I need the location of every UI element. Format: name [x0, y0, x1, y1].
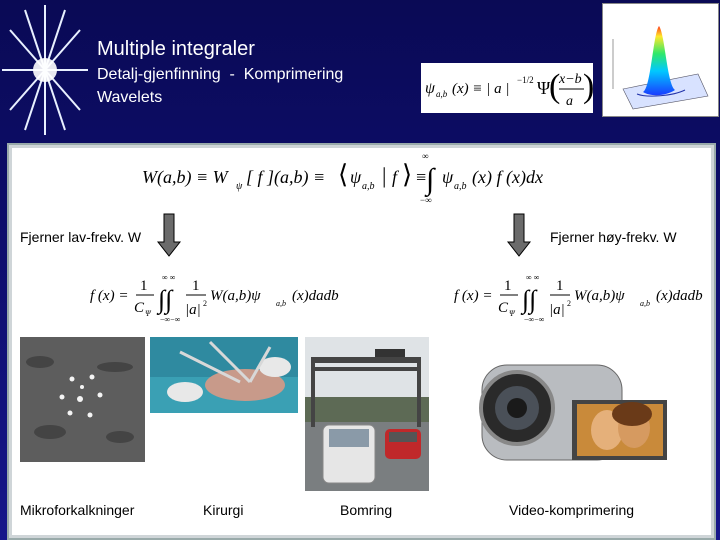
svg-text:⟩: ⟩	[402, 160, 413, 189]
svg-text:1: 1	[504, 278, 512, 294]
wavelet-3d-plot	[602, 3, 719, 117]
wavelet-transform-formula	[138, 149, 548, 205]
svg-text:a: a	[566, 94, 573, 109]
caption-video-compression: Video-komprimering	[509, 502, 635, 518]
wavelet-definition-formula	[421, 63, 593, 113]
page-subtitle-2: Wavelets	[97, 89, 163, 106]
svg-text:⟨: ⟨	[338, 160, 349, 189]
svg-text:[ f ](a,b) ≡: [ f ](a,b) ≡	[246, 167, 326, 187]
svg-text:≡: ≡	[416, 167, 427, 187]
svg-text:|: |	[382, 163, 387, 188]
svg-text:ψ: ψ	[425, 80, 435, 97]
label-remove-high-freq: Fjerner høy-frekv. W	[550, 229, 677, 245]
svg-text:∞ ∞: ∞ ∞	[526, 273, 540, 282]
svg-text:−∞−∞: −∞−∞	[160, 315, 181, 324]
svg-text:1: 1	[192, 278, 200, 294]
svg-text:): )	[583, 68, 595, 105]
inverse-transform-formula-left	[88, 270, 338, 326]
svg-text:f (x) =: f (x) =	[454, 288, 493, 304]
svg-text:ψ: ψ	[236, 181, 243, 192]
svg-text:−∞: −∞	[420, 195, 432, 205]
svg-text:(x)dadb: (x)dadb	[656, 288, 703, 304]
svg-text:(: (	[549, 68, 561, 105]
svg-text:(x) ≡ | a |: (x) ≡ | a |	[452, 81, 510, 97]
svg-text:∫: ∫	[426, 163, 435, 196]
svg-text:C: C	[134, 300, 145, 316]
caption-microcalcifications: Mikroforkalkninger	[20, 502, 135, 518]
svg-text:1: 1	[140, 278, 148, 294]
caption-toll-ring: Bomring	[340, 502, 393, 518]
svg-text:f (x) =: f (x) =	[90, 288, 129, 304]
down-arrow-icon	[158, 214, 180, 256]
svg-text:W(a,b)ψ: W(a,b)ψ	[574, 288, 625, 304]
label-remove-low-freq: Fjerner lav-frekv. W	[20, 229, 142, 245]
svg-text:Ψ: Ψ	[537, 78, 551, 98]
svg-text:a,b: a,b	[362, 181, 375, 192]
svg-text:(x) f (x)dx: (x) f (x)dx	[472, 167, 543, 187]
svg-text:|a|: |a|	[549, 302, 565, 318]
svg-text:W(a,b) ≡ W: W(a,b) ≡ W	[142, 167, 228, 187]
inverse-transform-formula-right	[452, 270, 702, 326]
video-camera-image	[462, 340, 682, 485]
svg-text:∞ ∞: ∞ ∞	[162, 273, 176, 282]
svg-text:|a|: |a|	[185, 302, 201, 318]
surgery-image	[150, 337, 298, 413]
svg-text:−∞−∞: −∞−∞	[524, 315, 545, 324]
svg-text:∞: ∞	[422, 151, 429, 161]
svg-text:W(a,b)ψ: W(a,b)ψ	[210, 288, 261, 304]
star-logo-icon	[0, 0, 90, 140]
svg-text:C: C	[498, 300, 509, 316]
svg-text:a,b: a,b	[276, 299, 286, 308]
toll-road-image	[305, 337, 429, 491]
svg-text:x−b: x−b	[559, 72, 582, 87]
microcalcification-image	[20, 337, 145, 462]
svg-text:a,b: a,b	[640, 299, 650, 308]
svg-text:f: f	[392, 167, 398, 187]
svg-text:Ψ: Ψ	[509, 309, 515, 318]
svg-text:a,b: a,b	[436, 89, 448, 99]
svg-text:1: 1	[556, 278, 564, 294]
svg-text:∫∫: ∫∫	[522, 285, 537, 314]
svg-text:a,b: a,b	[454, 181, 467, 192]
svg-text:∫∫: ∫∫	[158, 285, 173, 314]
svg-text:−1/2: −1/2	[517, 75, 534, 85]
svg-text:Ψ: Ψ	[145, 309, 151, 318]
svg-text:2: 2	[203, 299, 207, 308]
svg-text:ψ: ψ	[442, 167, 454, 187]
svg-text:2: 2	[567, 299, 571, 308]
page-subtitle: Detalj-gjenfinning - Komprimering	[97, 66, 344, 83]
svg-text:ψ: ψ	[350, 167, 362, 187]
caption-surgery: Kirurgi	[203, 502, 244, 518]
down-arrow-icon	[508, 214, 530, 256]
svg-text:(x)dadb: (x)dadb	[292, 288, 339, 304]
page-title: Multiple integraler	[97, 38, 255, 60]
